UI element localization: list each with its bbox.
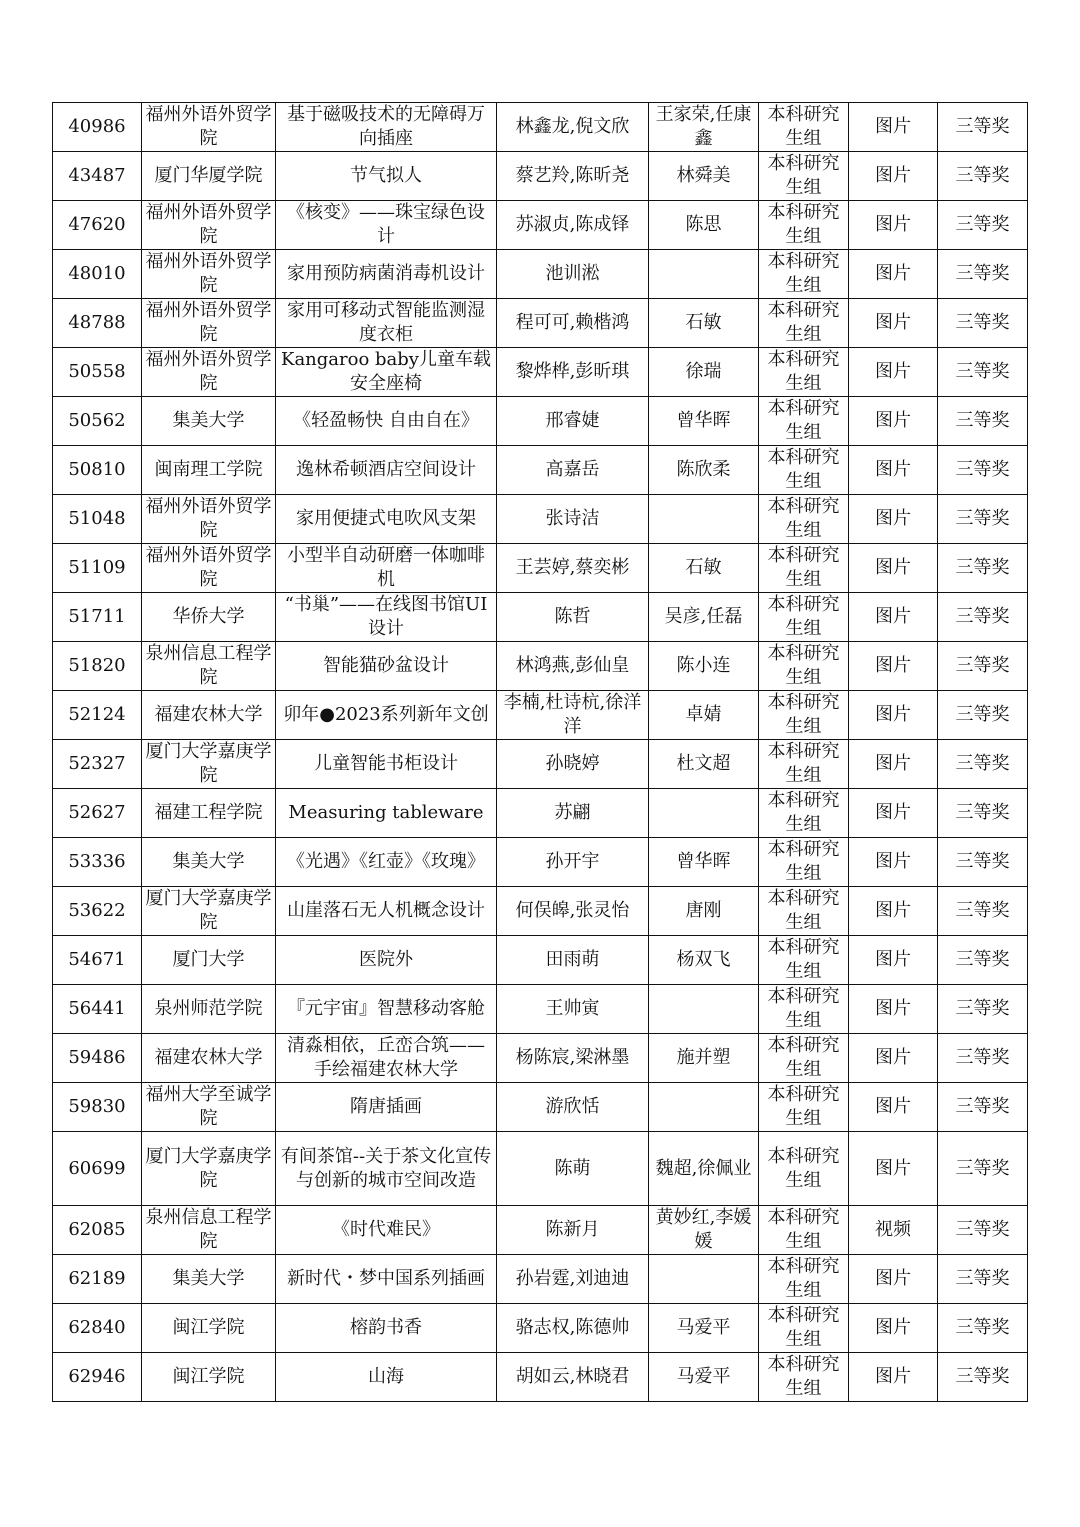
award-cell: 三等奖 xyxy=(938,1353,1028,1402)
advisor-cell: 石敏 xyxy=(649,299,759,348)
award-cell: 三等奖 xyxy=(938,1206,1028,1255)
authors-cell: 骆志权,陈德帅 xyxy=(497,1304,649,1353)
entry-id-cell: 62946 xyxy=(53,1353,142,1402)
entry-id-cell: 51711 xyxy=(53,593,142,642)
work-title-cell: 基于磁吸技术的无障碍万向插座 xyxy=(276,103,497,152)
group-cell: 本科研究生组 xyxy=(759,544,849,593)
work-type-cell: 图片 xyxy=(849,1083,938,1132)
entry-id-cell: 53622 xyxy=(53,887,142,936)
awards-table xyxy=(52,102,1028,1402)
work-title-cell: 《光遇》《红壶》《玫瑰》 xyxy=(276,838,497,887)
work-title-cell: 卯年●2023系列新年文创 xyxy=(276,691,497,740)
work-title-cell: 家用便捷式电吹风支架 xyxy=(276,495,497,544)
school-cell: 闽江学院 xyxy=(142,1304,276,1353)
work-title-cell: 家用可移动式智能监测湿度衣柜 xyxy=(276,299,497,348)
work-title-cell: 山海 xyxy=(276,1353,497,1402)
award-cell: 三等奖 xyxy=(938,1304,1028,1353)
advisor-cell: 陈欣柔 xyxy=(649,446,759,495)
authors-cell: 林鸿燕,彭仙皇 xyxy=(497,642,649,691)
school-cell: 福建农林大学 xyxy=(142,691,276,740)
work-type-cell: 图片 xyxy=(849,446,938,495)
group-cell: 本科研究生组 xyxy=(759,642,849,691)
work-type-cell: 图片 xyxy=(849,495,938,544)
work-type-cell: 图片 xyxy=(849,642,938,691)
authors-cell: 陈哲 xyxy=(497,593,649,642)
group-cell: 本科研究生组 xyxy=(759,936,849,985)
school-cell: 福州外语外贸学院 xyxy=(142,201,276,250)
work-title-cell: 智能猫砂盆设计 xyxy=(276,642,497,691)
work-type-cell: 图片 xyxy=(849,1034,938,1083)
authors-cell: 何俣皞,张灵怡 xyxy=(497,887,649,936)
table-row xyxy=(53,348,1028,397)
award-cell: 三等奖 xyxy=(938,201,1028,250)
school-cell: 厦门华厦学院 xyxy=(142,152,276,201)
authors-cell: 黎烨桦,彭昕琪 xyxy=(497,348,649,397)
work-title-cell: 榕韵书香 xyxy=(276,1304,497,1353)
group-cell: 本科研究生组 xyxy=(759,1255,849,1304)
advisor-cell: 施并塑 xyxy=(649,1034,759,1083)
work-type-cell: 图片 xyxy=(849,544,938,593)
advisor-cell xyxy=(649,1083,759,1132)
group-cell: 本科研究生组 xyxy=(759,985,849,1034)
award-cell: 三等奖 xyxy=(938,1132,1028,1206)
school-cell: 福州外语外贸学院 xyxy=(142,250,276,299)
advisor-cell: 王家荣,任康鑫 xyxy=(649,103,759,152)
work-type-cell: 图片 xyxy=(849,250,938,299)
award-cell: 三等奖 xyxy=(938,642,1028,691)
entry-id-cell: 52627 xyxy=(53,789,142,838)
authors-cell: 蔡艺羚,陈昕尧 xyxy=(497,152,649,201)
school-cell: 闽江学院 xyxy=(142,1353,276,1402)
authors-cell: 孙晓婷 xyxy=(497,740,649,789)
school-cell: 厦门大学 xyxy=(142,936,276,985)
work-type-cell: 图片 xyxy=(849,1255,938,1304)
work-type-cell: 视频 xyxy=(849,1206,938,1255)
award-cell: 三等奖 xyxy=(938,446,1028,495)
advisor-cell: 杜文超 xyxy=(649,740,759,789)
table-row xyxy=(53,1353,1028,1402)
school-cell: 泉州师范学院 xyxy=(142,985,276,1034)
authors-cell: 苏淑贞,陈成铎 xyxy=(497,201,649,250)
work-title-cell: Measuring tableware xyxy=(276,789,497,838)
entry-id-cell: 53336 xyxy=(53,838,142,887)
school-cell: 厦门大学嘉庚学院 xyxy=(142,740,276,789)
school-cell: 泉州信息工程学院 xyxy=(142,642,276,691)
school-cell: 福建农林大学 xyxy=(142,1034,276,1083)
entry-id-cell: 51820 xyxy=(53,642,142,691)
group-cell: 本科研究生组 xyxy=(759,299,849,348)
award-cell: 三等奖 xyxy=(938,691,1028,740)
table-row xyxy=(53,593,1028,642)
table-row xyxy=(53,1034,1028,1083)
authors-cell: 陈萌 xyxy=(497,1132,649,1206)
school-cell: 集美大学 xyxy=(142,1255,276,1304)
advisor-cell: 曾华晖 xyxy=(649,838,759,887)
table-row xyxy=(53,250,1028,299)
entry-id-cell: 50810 xyxy=(53,446,142,495)
group-cell: 本科研究生组 xyxy=(759,1353,849,1402)
entry-id-cell: 62085 xyxy=(53,1206,142,1255)
group-cell: 本科研究生组 xyxy=(759,789,849,838)
work-title-cell: 《核变》——珠宝绿色设计 xyxy=(276,201,497,250)
advisor-cell: 石敏 xyxy=(649,544,759,593)
table-row xyxy=(53,740,1028,789)
authors-cell: 程可可,赖楷鸿 xyxy=(497,299,649,348)
award-cell: 三等奖 xyxy=(938,789,1028,838)
table-row xyxy=(53,789,1028,838)
work-type-cell: 图片 xyxy=(849,397,938,446)
authors-cell: 陈新月 xyxy=(497,1206,649,1255)
authors-cell: 王芸婷,蔡奕彬 xyxy=(497,544,649,593)
advisor-cell: 陈思 xyxy=(649,201,759,250)
work-title-cell: 有间茶馆--关于茶文化宣传与创新的城市空间改造 xyxy=(276,1132,497,1206)
work-type-cell: 图片 xyxy=(849,1353,938,1402)
work-title-cell: 山崖落石无人机概念设计 xyxy=(276,887,497,936)
work-type-cell: 图片 xyxy=(849,201,938,250)
group-cell: 本科研究生组 xyxy=(759,1083,849,1132)
award-cell: 三等奖 xyxy=(938,887,1028,936)
work-title-cell: Kangaroo baby儿童车载安全座椅 xyxy=(276,348,497,397)
table-row xyxy=(53,446,1028,495)
entry-id-cell: 52124 xyxy=(53,691,142,740)
work-title-cell: 医院外 xyxy=(276,936,497,985)
school-cell: 福州外语外贸学院 xyxy=(142,103,276,152)
authors-cell: 田雨萌 xyxy=(497,936,649,985)
table-row xyxy=(53,642,1028,691)
entry-id-cell: 60699 xyxy=(53,1132,142,1206)
school-cell: 厦门大学嘉庚学院 xyxy=(142,887,276,936)
group-cell: 本科研究生组 xyxy=(759,1304,849,1353)
work-type-cell: 图片 xyxy=(849,152,938,201)
award-cell: 三等奖 xyxy=(938,152,1028,201)
group-cell: 本科研究生组 xyxy=(759,593,849,642)
authors-cell: 张诗洁 xyxy=(497,495,649,544)
group-cell: 本科研究生组 xyxy=(759,152,849,201)
work-title-cell: 逸林希顿酒店空间设计 xyxy=(276,446,497,495)
entry-id-cell: 51109 xyxy=(53,544,142,593)
table-row xyxy=(53,985,1028,1034)
entry-id-cell: 51048 xyxy=(53,495,142,544)
group-cell: 本科研究生组 xyxy=(759,887,849,936)
authors-cell: 邢睿婕 xyxy=(497,397,649,446)
work-type-cell: 图片 xyxy=(849,740,938,789)
table-row xyxy=(53,201,1028,250)
award-cell: 三等奖 xyxy=(938,103,1028,152)
entry-id-cell: 47620 xyxy=(53,201,142,250)
entry-id-cell: 52327 xyxy=(53,740,142,789)
school-cell: 福州外语外贸学院 xyxy=(142,544,276,593)
authors-cell: 李楠,杜诗杭,徐洋洋 xyxy=(497,691,649,740)
table-row xyxy=(53,887,1028,936)
school-cell: 泉州信息工程学院 xyxy=(142,1206,276,1255)
group-cell: 本科研究生组 xyxy=(759,397,849,446)
table-row xyxy=(53,1206,1028,1255)
entry-id-cell: 59830 xyxy=(53,1083,142,1132)
work-type-cell: 图片 xyxy=(849,691,938,740)
advisor-cell: 马爱平 xyxy=(649,1304,759,1353)
group-cell: 本科研究生组 xyxy=(759,1206,849,1255)
work-title-cell: 『元宇宙』智慧移动客舱 xyxy=(276,985,497,1034)
work-title-cell: 家用预防病菌消毒机设计 xyxy=(276,250,497,299)
advisor-cell xyxy=(649,789,759,838)
group-cell: 本科研究生组 xyxy=(759,495,849,544)
group-cell: 本科研究生组 xyxy=(759,103,849,152)
group-cell: 本科研究生组 xyxy=(759,691,849,740)
table-row xyxy=(53,936,1028,985)
table-row xyxy=(53,691,1028,740)
work-type-cell: 图片 xyxy=(849,838,938,887)
work-title-cell: 隋唐插画 xyxy=(276,1083,497,1132)
authors-cell: 游欣恬 xyxy=(497,1083,649,1132)
group-cell: 本科研究生组 xyxy=(759,250,849,299)
school-cell: 集美大学 xyxy=(142,397,276,446)
school-cell: 福建工程学院 xyxy=(142,789,276,838)
work-title-cell: 小型半自动研磨一体咖啡机 xyxy=(276,544,497,593)
table-row xyxy=(53,1304,1028,1353)
table-body xyxy=(53,103,1028,1402)
work-title-cell: “书巢”——在线图书馆UI设计 xyxy=(276,593,497,642)
advisor-cell xyxy=(649,495,759,544)
award-cell: 三等奖 xyxy=(938,348,1028,397)
table-row xyxy=(53,152,1028,201)
authors-cell: 池训淞 xyxy=(497,250,649,299)
award-cell: 三等奖 xyxy=(938,544,1028,593)
authors-cell: 杨陈宸,梁淋墨 xyxy=(497,1034,649,1083)
award-cell: 三等奖 xyxy=(938,397,1028,446)
entry-id-cell: 50562 xyxy=(53,397,142,446)
work-title-cell: 《轻盈畅快 自由自在》 xyxy=(276,397,497,446)
school-cell: 集美大学 xyxy=(142,838,276,887)
award-cell: 三等奖 xyxy=(938,1034,1028,1083)
advisor-cell xyxy=(649,1255,759,1304)
school-cell: 华侨大学 xyxy=(142,593,276,642)
authors-cell: 孙开宇 xyxy=(497,838,649,887)
work-type-cell: 图片 xyxy=(849,1304,938,1353)
award-cell: 三等奖 xyxy=(938,495,1028,544)
work-type-cell: 图片 xyxy=(849,1132,938,1206)
award-cell: 三等奖 xyxy=(938,985,1028,1034)
work-type-cell: 图片 xyxy=(849,348,938,397)
table-row xyxy=(53,1132,1028,1206)
work-type-cell: 图片 xyxy=(849,887,938,936)
advisor-cell xyxy=(649,250,759,299)
award-cell: 三等奖 xyxy=(938,250,1028,299)
school-cell: 福州外语外贸学院 xyxy=(142,348,276,397)
authors-cell: 高嘉岳 xyxy=(497,446,649,495)
work-type-cell: 图片 xyxy=(849,789,938,838)
award-cell: 三等奖 xyxy=(938,740,1028,789)
work-title-cell: 《时代难民》 xyxy=(276,1206,497,1255)
table-row xyxy=(53,495,1028,544)
authors-cell: 王帅寅 xyxy=(497,985,649,1034)
table-row xyxy=(53,397,1028,446)
authors-cell: 林鑫龙,倪文欣 xyxy=(497,103,649,152)
entry-id-cell: 62840 xyxy=(53,1304,142,1353)
advisor-cell xyxy=(649,985,759,1034)
advisor-cell: 卓婧 xyxy=(649,691,759,740)
advisor-cell: 曾华晖 xyxy=(649,397,759,446)
authors-cell: 胡如云,林晓君 xyxy=(497,1353,649,1402)
work-type-cell: 图片 xyxy=(849,985,938,1034)
work-type-cell: 图片 xyxy=(849,299,938,348)
award-cell: 三等奖 xyxy=(938,936,1028,985)
group-cell: 本科研究生组 xyxy=(759,348,849,397)
entry-id-cell: 48010 xyxy=(53,250,142,299)
entry-id-cell: 40986 xyxy=(53,103,142,152)
advisor-cell: 马爱平 xyxy=(649,1353,759,1402)
award-cell: 三等奖 xyxy=(938,593,1028,642)
school-cell: 福州外语外贸学院 xyxy=(142,495,276,544)
group-cell: 本科研究生组 xyxy=(759,1132,849,1206)
entry-id-cell: 43487 xyxy=(53,152,142,201)
entry-id-cell: 50558 xyxy=(53,348,142,397)
entry-id-cell: 56441 xyxy=(53,985,142,1034)
table-row xyxy=(53,1255,1028,1304)
advisor-cell: 陈小连 xyxy=(649,642,759,691)
advisor-cell: 唐刚 xyxy=(649,887,759,936)
advisor-cell: 徐瑞 xyxy=(649,348,759,397)
entry-id-cell: 62189 xyxy=(53,1255,142,1304)
school-cell: 福州外语外贸学院 xyxy=(142,299,276,348)
advisor-cell: 魏超,徐佩业 xyxy=(649,1132,759,1206)
school-cell: 福州大学至诚学院 xyxy=(142,1083,276,1132)
table-row xyxy=(53,544,1028,593)
entry-id-cell: 48788 xyxy=(53,299,142,348)
table-row xyxy=(53,1083,1028,1132)
work-title-cell: 清淼相依，丘峦合筑——手绘福建农林大学 xyxy=(276,1034,497,1083)
work-type-cell: 图片 xyxy=(849,936,938,985)
advisor-cell: 林舜美 xyxy=(649,152,759,201)
group-cell: 本科研究生组 xyxy=(759,838,849,887)
work-title-cell: 新时代・梦中国系列插画 xyxy=(276,1255,497,1304)
award-cell: 三等奖 xyxy=(938,1255,1028,1304)
work-title-cell: 节气拟人 xyxy=(276,152,497,201)
school-cell: 闽南理工学院 xyxy=(142,446,276,495)
work-type-cell: 图片 xyxy=(849,103,938,152)
work-type-cell: 图片 xyxy=(849,593,938,642)
table-row xyxy=(53,838,1028,887)
table-row xyxy=(53,299,1028,348)
group-cell: 本科研究生组 xyxy=(759,1034,849,1083)
advisor-cell: 杨双飞 xyxy=(649,936,759,985)
authors-cell: 苏翩 xyxy=(497,789,649,838)
table-row xyxy=(53,103,1028,152)
award-cell: 三等奖 xyxy=(938,1083,1028,1132)
school-cell: 厦门大学嘉庚学院 xyxy=(142,1132,276,1206)
group-cell: 本科研究生组 xyxy=(759,740,849,789)
authors-cell: 孙岩霆,刘迪迪 xyxy=(497,1255,649,1304)
group-cell: 本科研究生组 xyxy=(759,446,849,495)
entry-id-cell: 59486 xyxy=(53,1034,142,1083)
entry-id-cell: 54671 xyxy=(53,936,142,985)
group-cell: 本科研究生组 xyxy=(759,201,849,250)
advisor-cell: 黄妙红,李媛媛 xyxy=(649,1206,759,1255)
award-cell: 三等奖 xyxy=(938,838,1028,887)
advisor-cell: 吴彦,任磊 xyxy=(649,593,759,642)
award-cell: 三等奖 xyxy=(938,299,1028,348)
work-title-cell: 儿童智能书柜设计 xyxy=(276,740,497,789)
